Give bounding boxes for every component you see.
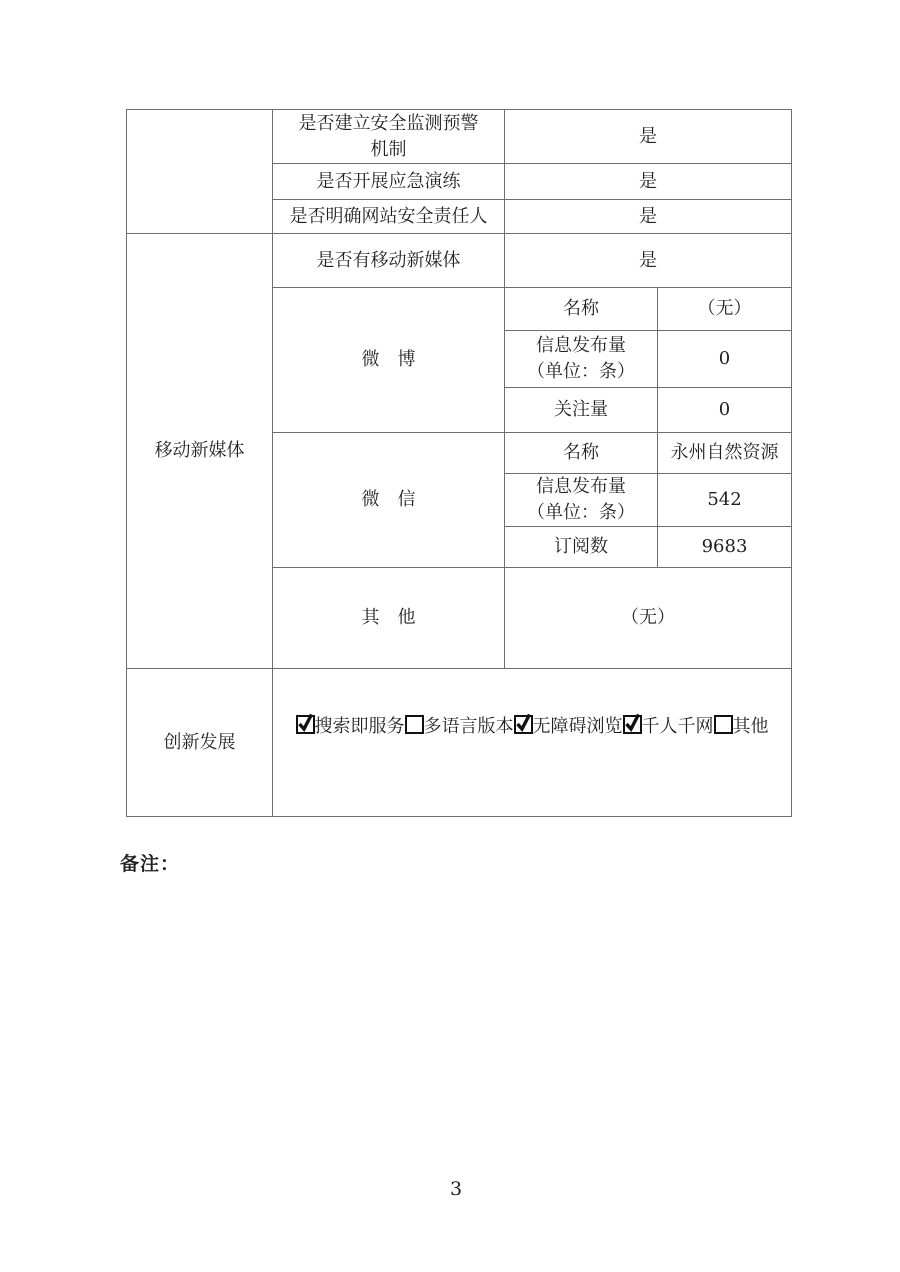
label-line: 是否建立安全监测预警 [298,112,479,134]
wechat-subscribers-value: 9683 [658,527,792,568]
wechat-posts-value: 542 [658,474,792,527]
wechat-posts-label [505,474,658,527]
wechat-name-label: 名称 [505,433,658,474]
security-monitor-label [273,110,505,164]
wechat-name-value: 永州自然资源 [658,433,792,474]
innovation-options [273,714,791,740]
has-mobile-media-label: 是否有移动新媒体 [273,234,505,288]
label-line: （单位：条） [527,502,635,523]
check-icon [625,713,640,732]
emergency-drill-label: 是否开展应急演练 [273,164,505,200]
table-row [127,234,792,288]
check-icon [516,713,531,732]
checkbox-search-as-service[interactable] [296,715,315,734]
checkbox-accessible-browsing[interactable] [514,715,533,734]
label-line: 信息发布量 [536,335,626,356]
option-label: 多语言版本 [423,715,514,737]
table-row [127,110,792,164]
checkbox-other[interactable] [714,715,733,734]
check-icon [298,713,313,732]
option-label: 其他 [732,715,769,737]
checkbox-thousand-sites[interactable] [623,715,642,734]
innovation-options-cell [273,669,792,817]
option-label: 无障碍浏览 [532,715,623,737]
option-label: 千人千网 [641,715,714,737]
weibo-followers-label: 关注量 [505,388,658,433]
category-innovation: 创新发展 [127,669,273,817]
other-media-value: （无） [505,568,792,669]
other-media-label: 其 他 [273,568,505,669]
wechat-group-label: 微 信 [273,433,505,568]
has-mobile-media-value: 是 [505,234,792,288]
label-line: （单位：条） [527,361,635,382]
annual-report-table [126,109,792,817]
wechat-subscribers-label: 订阅数 [505,527,658,568]
weibo-posts-value: 0 [658,331,792,388]
security-responsible-label: 是否明确网站安全责任人 [273,200,505,234]
weibo-followers-value: 0 [658,388,792,433]
category-mobile-media: 移动新媒体 [127,234,273,669]
security-responsible-value: 是 [505,200,792,234]
empty-category-cell [127,110,273,234]
page-number: 3 [449,1178,463,1200]
weibo-name-label: 名称 [505,288,658,331]
weibo-name-value: （无） [658,288,792,331]
weibo-posts-label [505,331,658,388]
notes-label: 备注： [120,853,181,875]
security-monitor-value: 是 [505,110,792,164]
option-label: 搜索即服务 [314,715,405,737]
label-line: 信息发布量 [536,476,626,497]
table-row [127,669,792,817]
emergency-drill-value: 是 [505,164,792,200]
checkbox-multilingual[interactable] [405,715,424,734]
label-line: 机制 [370,138,407,160]
weibo-group-label: 微 博 [273,288,505,433]
